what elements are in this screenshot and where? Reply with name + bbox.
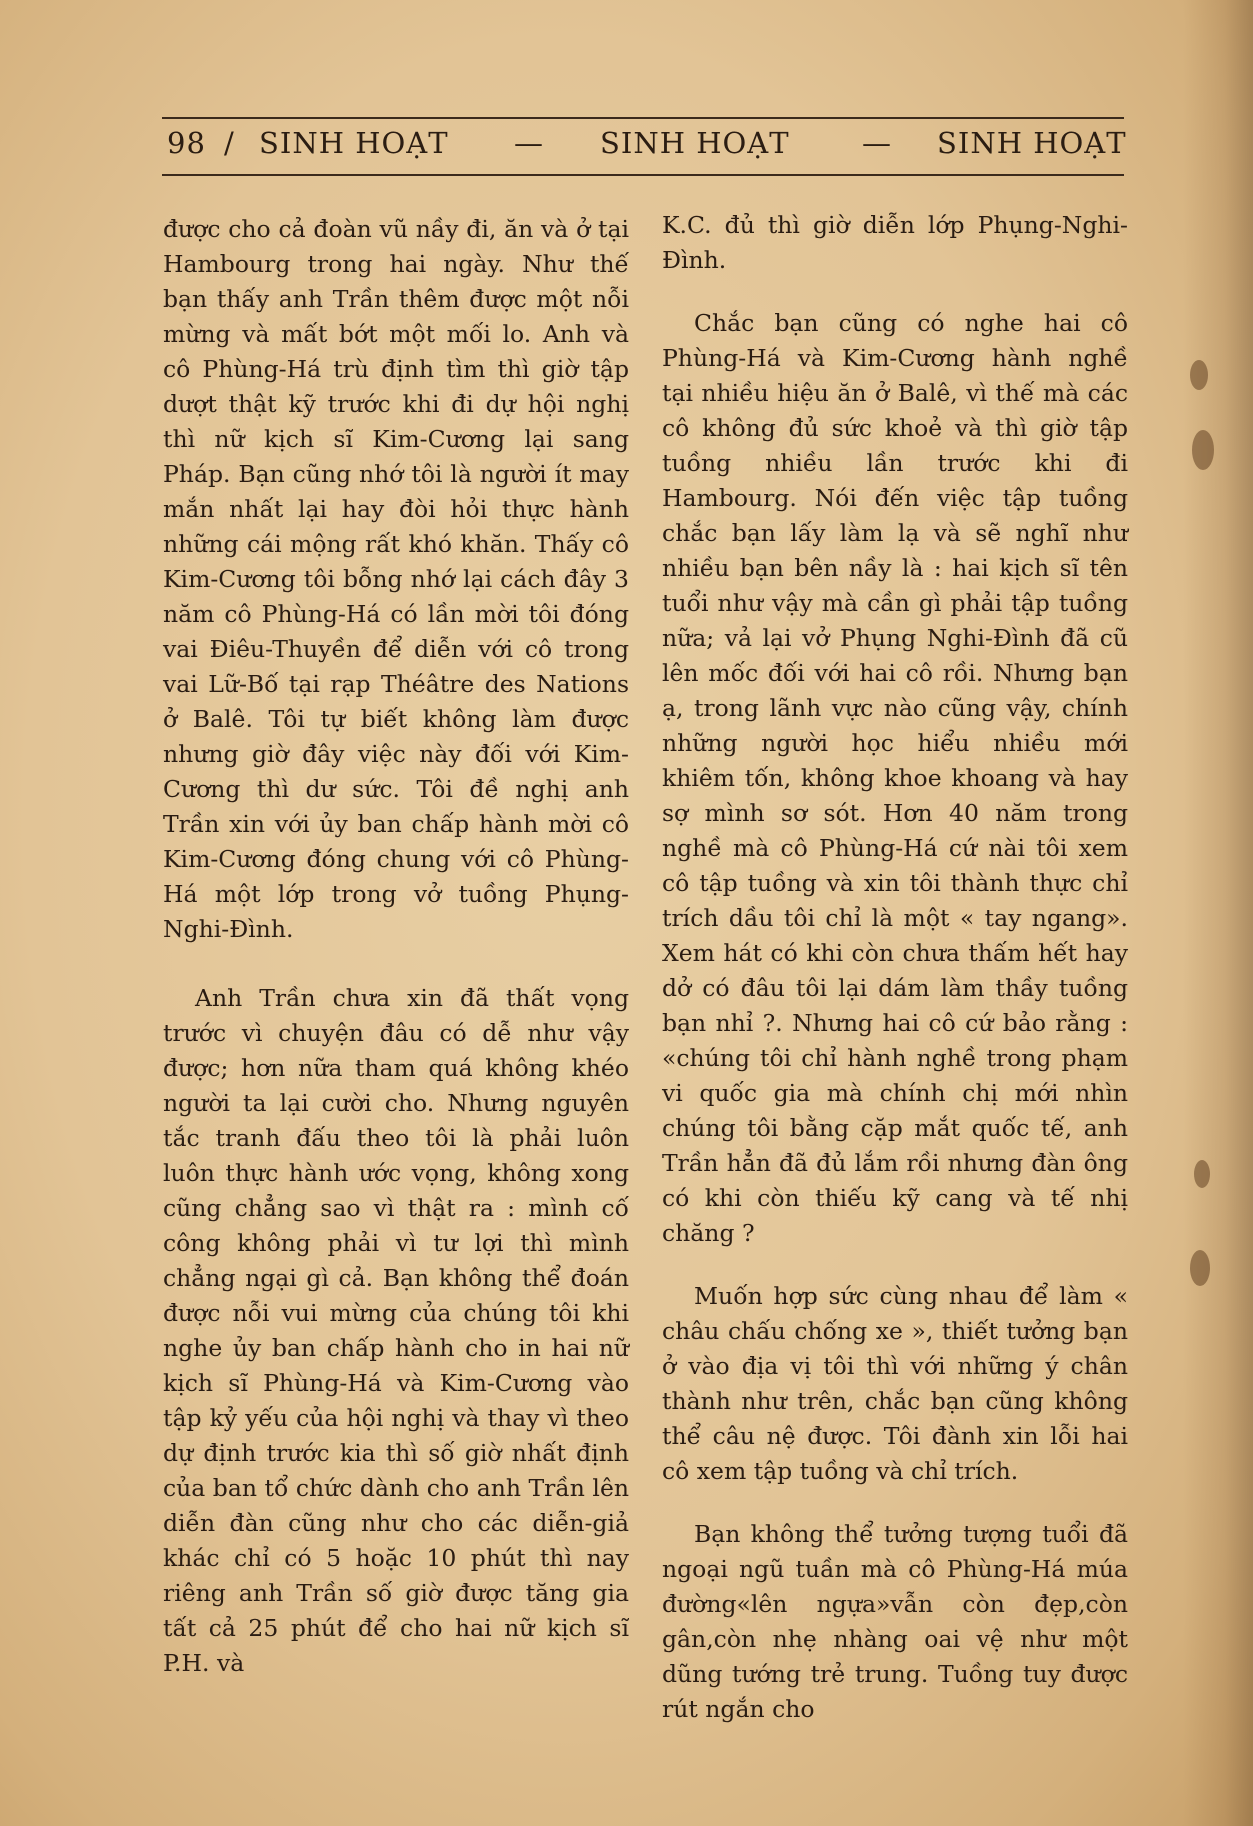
edge-stain bbox=[1194, 1160, 1210, 1188]
right-paragraph-2: Chắc bạn cũng có nghe hai cô Phùng-Há và Kim-Cương hành nghề tại nhiều hiệu ăn ở Balê, vì thế mà các cô không đủ sức khoẻ và thì giờ tập tuồng nhiều lần trước khi đi Hambourg. Nói đến việc tập tuồng chắc bạn lấy làm lạ và sẽ nghĩ như nhiều bạn bên nầy là : hai kịch sĩ tên tuổi như vậy mà cần gì phải tập tuồng nữa; vả lại vở Phụng Nghi-Đình đã cũ lên mốc đối với hai cô rồi. Nhưng bạn ạ, trong lãnh vực nào cũng vậy, chính những người học hiểu nhiều mới khiêm tốn, không khoe khoang và hay sợ mình sơ sót. Hơn 40 năm trong nghề mà cô Phùng-Há cứ nài tôi xem cô tập tuồng và xin tôi thành thực chỉ trích dầu tôi chỉ là một « tay ngang». Xem hát có khi còn chưa thấm hết hay dở có đâu tôi lại dám làm thầy tuồng bạn nhỉ ?. Nhưng hai cô cứ bảo rằng : «chúng tôi chỉ hành nghề trong phạm vi quốc gia mà chính chị mới nhìn chúng tôi bằng cặp mắt quốc tế, anh Trần hẳn đã đủ lắm rồi nhưng đàn ông có khi còn thiếu kỹ cang và tế nhị chăng ? bbox=[662, 309, 1128, 1247]
edge-stain bbox=[1190, 1250, 1210, 1286]
page-edge-shadow bbox=[1183, 0, 1253, 1826]
header-slash: / bbox=[224, 126, 235, 160]
right-paragraph-4: Bạn không thể tưởng tượng tuổi đã ngoại ngũ tuần mà cô Phùng-Há múa đường«lên ngựa»vẫn còn đẹp,còn gân,còn nhẹ nhàng oai vệ như một dũng tướng trẻ trung. Tuồng tuy được rút ngắn cho bbox=[662, 1520, 1128, 1723]
running-header bbox=[162, 126, 1127, 166]
header-title-1: SINH HOẠT bbox=[259, 126, 449, 160]
left-column bbox=[163, 212, 629, 1709]
header-title-3: SINH HOẠT bbox=[937, 126, 1127, 160]
right-paragraph-1: K.C. đủ thì giờ diễn lớp Phụng-Nghi-Đình. bbox=[662, 211, 1128, 274]
edge-stain bbox=[1192, 430, 1214, 470]
left-paragraph-2: Anh Trần chưa xin đã thất vọng trước vì chuyện đâu có dễ như vậy được; hơn nữa tham quá không khéo người ta lại cười cho. Nhưng nguyên tắc tranh đấu theo tôi là phải luôn luôn thực hành ước vọng, không xong cũng chẳng sao vì thật ra : mình cố công không phải vì tư lợi thì mình chẳng ngại gì cả. Bạn không thể đoán được nỗi vui mừng của chúng tôi khi nghe ủy ban chấp hành cho in hai nữ kịch sĩ Phùng-Há và Kim-Cương vào tập kỷ yếu của hội nghị và thay vì theo dự định trước kia thì số giờ nhất định của ban tổ chức dành cho anh Trần lên diễn đàn cũng như cho các diễn-giả khác chỉ có 5 hoặc 10 phút thì nay riêng anh Trần số giờ được tăng gia tất cả 25 phút để cho hai nữ kịch sĩ P.H. và bbox=[163, 984, 629, 1677]
left-paragraph-1: được cho cả đoàn vũ nầy đi, ăn và ở tại Hambourg trong hai ngày. Như thế bạn thấy anh Trần thêm được một nỗi mừng và mất bớt một mối lo. Anh và cô Phùng-Há trù định tìm thì giờ tập dượt thật kỹ trước khi đi dự hội nghị thì nữ kịch sĩ Kim-Cương lại sang Pháp. Bạn cũng nhớ tôi là người ít may mắn nhất lại hay đòi hỏi thực hành những cái mộng rất khó khăn. Thấy cô Kim-Cương tôi bỗng nhớ lại cách đây 3 năm cô Phùng-Há có lần mời tôi đóng vai Điêu-Thuyền để diễn với cô trong vai Lữ-Bố tại rạp Théâtre des Nations ở Balê. Tôi tự biết không làm được nhưng giờ đây việc này đối với Kim-Cương thì dư sức. Tôi đề nghị anh Trần xin với ủy ban chấp hành mời cô Kim-Cương đóng chung với cô Phùng-Há một lớp trong vở tuồng Phụng-Nghi-Đình. bbox=[163, 215, 629, 943]
page-number: 98 bbox=[167, 126, 206, 160]
header-dash-2: — bbox=[862, 126, 892, 160]
header-dash-1: — bbox=[514, 126, 544, 160]
right-paragraph-3: Muốn hợp sức cùng nhau để làm « châu chấu chống xe », thiết tưởng bạn ở vào địa vị tôi thì với những ý chân thành như trên, chắc bạn cũng không thể câu nệ được. Tôi đành xin lỗi hai cô xem tập tuồng và chỉ trích. bbox=[662, 1282, 1128, 1485]
header-top-rule bbox=[162, 117, 1124, 119]
header-bottom-rule bbox=[162, 174, 1124, 176]
header-title-2: SINH HOẠT bbox=[600, 126, 790, 160]
edge-stain bbox=[1190, 360, 1208, 390]
right-column bbox=[662, 208, 1128, 1755]
